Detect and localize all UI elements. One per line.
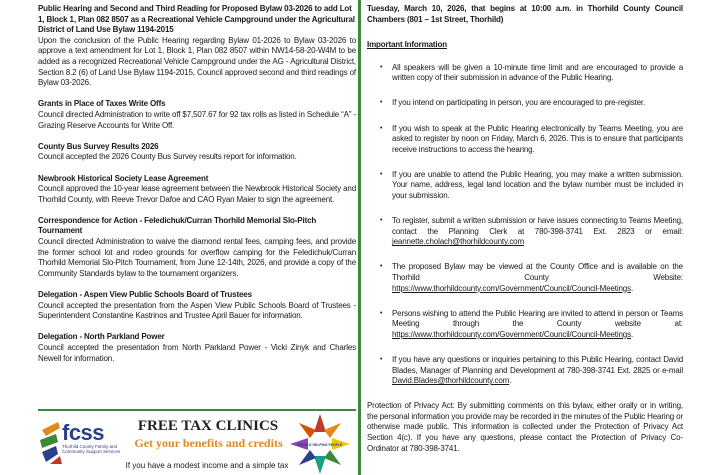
section-aspen-view: [38, 290, 356, 322]
email-link[interactable]: jeannette.cholach@thorhildcounty.com: [392, 237, 524, 247]
bullet-text-after: .: [509, 376, 512, 386]
bullet-text: If you intend on participating in person, you are encouraged to pre-register.: [392, 98, 646, 108]
list-item: [367, 98, 683, 109]
section-heading: County Bus Survey Results 2026: [38, 141, 159, 151]
bullet-text: To register, submit a written submission or have issues connecting to Teams Meeting, contact the Planning Clerk at 780-398-3741 Ext. 2823 or email:: [392, 216, 683, 236]
section-heading: Newbrook Historical Society Lease Agreement: [38, 173, 209, 183]
list-item: [367, 124, 683, 156]
bullet-text: All speakers will be given a 10-minute time limit and are encouraged to provide a written copy of their submission in advance of the Public Hearing.: [392, 62, 683, 83]
bullet-text-after: .: [630, 329, 634, 339]
list-item: [367, 262, 683, 294]
section-north-parkland: [38, 332, 356, 364]
list-item: [367, 355, 683, 387]
bullet-text: If you wish to speak at the Public Hearing electronically by Teams Meeting, you are asked to register by noon on Friday, March 6, 2026. This is to ensure that participants receive instructions to access the hearing.: [392, 123, 683, 154]
hearing-intro: Tuesday, March 10, 2026, that begins at 10:00 a.m. in Thorhild County Council Chambers (801 – 1st Street, Thorhild): [367, 4, 683, 24]
fcss-logo-subtitle: Thorhild County Family and Community Support Services: [62, 444, 121, 454]
website-link[interactable]: https://www.thorhildcounty.com/Government/Council/Council-Meetings: [392, 329, 631, 339]
section-body: Council directed Administration to waive the diamond rental fees, camping fees, and provide the former school lot and rodeo grounds for overflow camping for the Feledichuk/Curran Thorhild Memorial Slo-Pitch Tournament, from June 12-14th, 2026, and provide a copy of the Community Standards bylaw to the tournament organizers.: [38, 237, 356, 278]
badge-text: PEOPLE HELPING PEOPLE: [297, 443, 343, 447]
section-heading: Delegation - North Parkland Power: [38, 332, 165, 342]
section-grants: [38, 99, 356, 131]
email-link[interactable]: David.Blades@thorhildcounty.com: [392, 376, 510, 386]
ad-divider: [38, 409, 356, 411]
left-column: [38, 4, 356, 375]
section-bus-survey: [38, 142, 356, 163]
list-item: [367, 170, 683, 202]
bullet-text: Persons wishing to attend the Public Hearing are invited to attend in person or Teams Meeting through the County website at:: [392, 308, 683, 329]
important-info-list: [367, 63, 683, 387]
section-heading: Correspondence for Action - Feledichuk/Curran Thorhild Memorial Slo-Pitch Tournament: [38, 215, 317, 236]
section-body: Council accepted the presentation from North Parkland Power - Vicki Zinyk and Charles Newell for information.: [38, 343, 356, 363]
ad-body: If you have a modest income and a simple tax: [125, 461, 289, 470]
bullet-text: If you are unable to attend the Public Hearing, you may make a written submission. Your name, address, legal land location and the bylaw number must be included in your submission.: [392, 169, 683, 201]
bullet-text-after: .: [630, 283, 634, 293]
right-column: [367, 4, 683, 454]
list-item: [367, 216, 683, 248]
fcss-logo-text: fcss: [62, 420, 105, 445]
bullet-text: If you have any questions or inquiries pertaining to this Public Hearing, contact David Blades, Manager of Planning and Development at 780-398-3741 Ext. 2825 or e-mail: [392, 354, 683, 375]
section-body: Council accepted the 2026 County Bus Survey results report for information.: [38, 152, 297, 162]
section-body: Council accepted the presentation from the Aspen View Public Schools Board of Trustees - Superintendent Constantine Kastrinos and Trustee April Bauer for information.: [38, 300, 356, 321]
section-body: Council directed Administration to write off $7,507.67 for 92 tax rolls as listed in Schedule “A” - Grazing Reserve Accounts for Write Off.: [38, 109, 356, 130]
section-heading: Public Hearing and Second and Third Reading for Proposed Bylaw 03-2026 to add Lot 1, Block 1, Plan 082 8507 as a Recreational Vehicle Campground under the Agricultural District of Land Use Bylaw 1194-2015: [38, 4, 355, 35]
section-body: Upon the conclusion of the Public Hearing regarding Bylaw 01-2026 to Bylaw 03-2026 to approve a text amendment for Lot 1, Block 1, Plan 082 8507 within NW14-58-20-W4M to be added as a recognized Recreational Vehicle Campground under the AG - Agricultural District, Section 8.2 (6) of Land Use Bylaw 1194-2015, Council approved second and third readings of Bylaw 03-2026.: [38, 35, 356, 88]
important-info-title: Important Information: [367, 40, 447, 50]
privacy-notice: Protection of Privacy Act: By submitting comments on this bylaw, either orally or in writing, the personal information you provide may be recorded in the minutes of the Public Hearing or otherwise made public. This information is collected under the Protection of Privacy Act Section 4(c). If you have any questions, please contact the Protection of Privacy Co-Ordinator at 780-398-3741.: [367, 401, 683, 453]
section-body: Council approved the 10-year lease agreement between the Newbrook Historical Society and Thorhild County, with Reeve Trevor Dafoe and CAO Ryan Maier to sign the agreement.: [38, 184, 356, 204]
list-item: [367, 309, 683, 341]
ad-subtitle: Get your benefits and credits: [134, 436, 283, 450]
ad-title: FREE TAX CLINICS: [137, 418, 279, 434]
column-divider: [358, 0, 361, 475]
list-item: [367, 63, 683, 84]
section-heading: Grants in Place of Taxes Write Offs: [38, 99, 166, 109]
website-link[interactable]: https://www.thorhildcounty.com/Government/Council/Council-Meetings: [392, 283, 631, 293]
section-heading: Delegation - Aspen View Public Schools Board of Trustees: [38, 290, 252, 300]
section-slo-pitch: [38, 216, 356, 280]
section-public-hearing: [38, 4, 356, 89]
section-lease: [38, 174, 356, 206]
bullet-text: The proposed Bylaw may be viewed at the County Office and is available on the Thorhild County Website:: [392, 262, 683, 282]
people-helping-people-badge-icon: [288, 412, 352, 475]
